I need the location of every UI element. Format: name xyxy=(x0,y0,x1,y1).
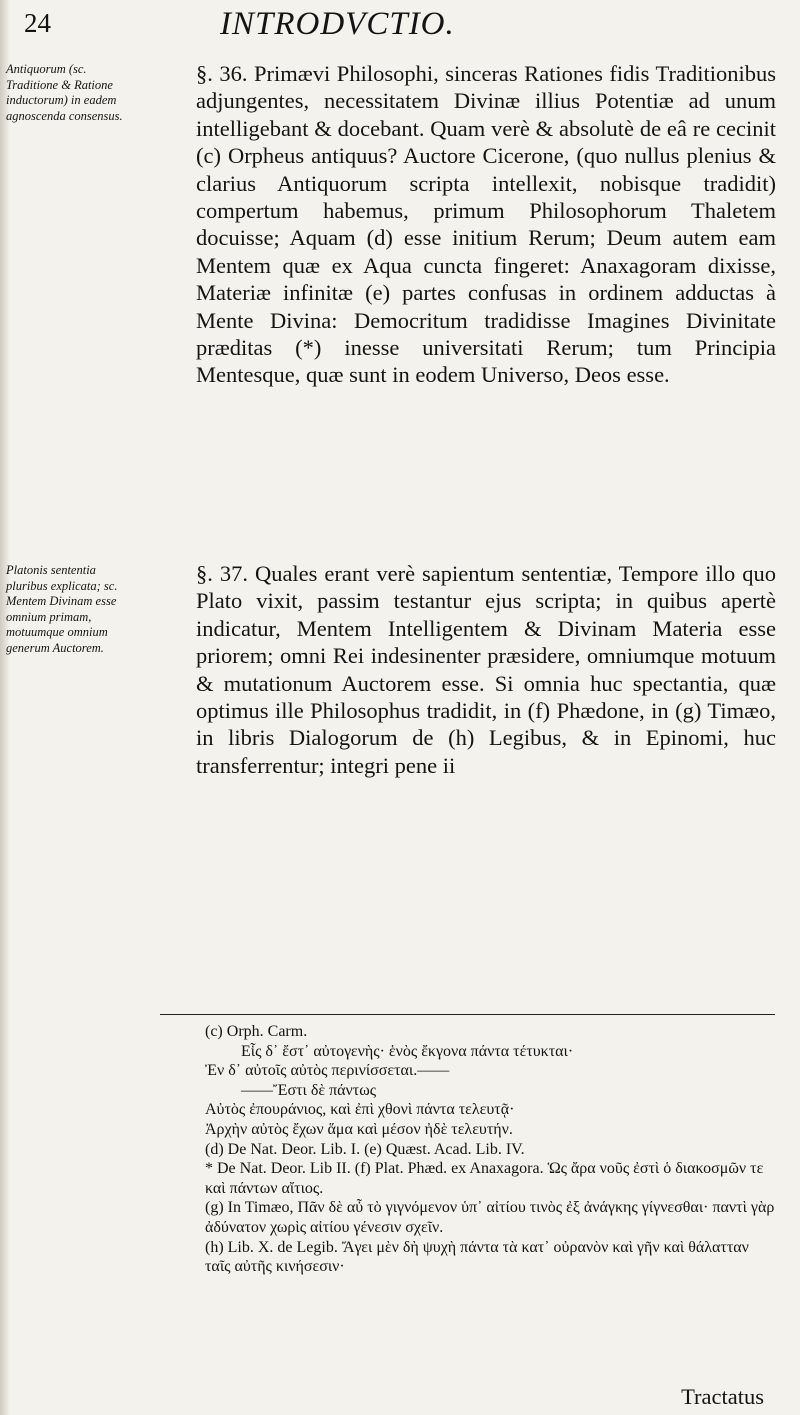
running-title: INTRODVCTIO. xyxy=(220,6,455,42)
section-37 xyxy=(196,560,776,779)
footnote-h: (h) Lib. X. de Legib. Ἄγει μὲν δὴ ψυχὴ πάντα τὰ κατ᾽ οὐρανὸν καὶ γῆν καὶ θάλατταν ταῖς αὐτῆς κινήσεσιν· xyxy=(205,1238,749,1276)
footnote-d: (d) De Nat. Deor. Lib. I. (e) Quæst. Acad. Lib. IV. xyxy=(205,1140,525,1158)
margin-note-platonis: Platonis sententia pluribus explicata; sc. Mentem Divinam esse omnium primam, motuumque omnium generum Auctorem. xyxy=(6,563,118,655)
margin-note-antiquorum: Antiquorum (sc. Traditione & Ratione inductorum) in eadem agnoscenda consensus. xyxy=(6,62,123,123)
page-header xyxy=(0,2,800,50)
footnote-c-verse-4: Αὐτὸς ἐπουράνιος, καὶ ἐπὶ χθονὶ πάντα τελευτᾷ· xyxy=(205,1101,515,1119)
page-fold-shadow xyxy=(0,0,10,1415)
footnote-c-verse-5: Ἀρχὴν αὐτὸς ἔχων ἅμα καὶ μέσον ἠδὲ τελευτήν. xyxy=(205,1120,513,1138)
footnote-c-verse-3: ——Ἔστι δὲ πάντως xyxy=(241,1081,377,1099)
footnote-rule xyxy=(160,1014,775,1015)
paragraph-37: §. 37. Quales erant verè sapientum sententiæ, Tempore illo quo Plato vixit, passim testantur ejus scripta; in quibus apertè indicatur, Mentem Intelligentem & Divinam Materia esse priorem; omni Rei indesinenter præsidere, omniumque motuum & mutationum Auctorem esse. Si omnia huc spectantia, quæ optimus ille Philosophus tradidit, in (f) Phædone, in (g) Timæo, in libris Dialogorum de (h) Legibus, & in Epinomi, huc transferrentur; integri pene ii xyxy=(196,561,776,778)
footnote-g: (g) In Timæo, Πᾶν δὲ αὖ τὸ γιγνόμενον ὑπ᾽ αἰτίου τινὸς ἐξ ἀνάγκης γίγνεσθαι· παντὶ γὰρ ἀδύνατον χωρὶς αἰτίου γένεσιν σχεῖν. xyxy=(205,1199,775,1236)
page-number: 24 xyxy=(24,8,51,38)
footnote-star: * De Nat. Deor. Lib II. (f) Plat. Phæd. ex Anaxagora. Ὡς ἄρα νοῦς ἐστὶ ὁ διακοσμῶν τε καὶ πάντων αἴτιος. xyxy=(205,1160,764,1197)
section-36 xyxy=(196,60,776,389)
footnote-c-verse-2: Ἐν δ᾽ αὐτοῖς αὐτὸς περινίσσεται.—— xyxy=(205,1062,450,1080)
footnotes xyxy=(205,1022,775,1277)
paragraph-36: §. 36. Primævi Philosophi, sinceras Rationes fidis Traditionibus adjungentes, necessitatem Divinæ illius Potentiæ ad unum intelligebant & docebant. Quam verè & absolutè de eâ re cecinit (c) Orpheus antiquus? Auctore Cicerone, (quo nullus plenius & clarius Antiquorum scripta intellexit, nobisque tradidit) compertum habemus, primum Philosophorum Thaletem docuisse; Aquam (d) esse initium Rerum; Deum autem eam Mentem quæ ex Aqua cuncta fingeret: Anaxagoram dixisse, Materiæ infinitæ (e) partes confusas in ordinem adductas à Mente Divina: Democritum tradidisse Imagines Divinitate præditas (*) inesse universitati Rerum; tum Principia Mentesque, quæ sunt in eodem Universo, Deos esse. xyxy=(196,61,776,388)
catchword: Tractatus xyxy=(681,1384,764,1409)
footnote-c-label: (c) Orph. Carm. xyxy=(205,1023,308,1040)
footnote-c-verse-1: Εἷς δ᾽ ἔστ᾽ αὐτογενὴς· ἑνὸς ἔκγονα πάντα τέτυκται· xyxy=(241,1042,574,1060)
